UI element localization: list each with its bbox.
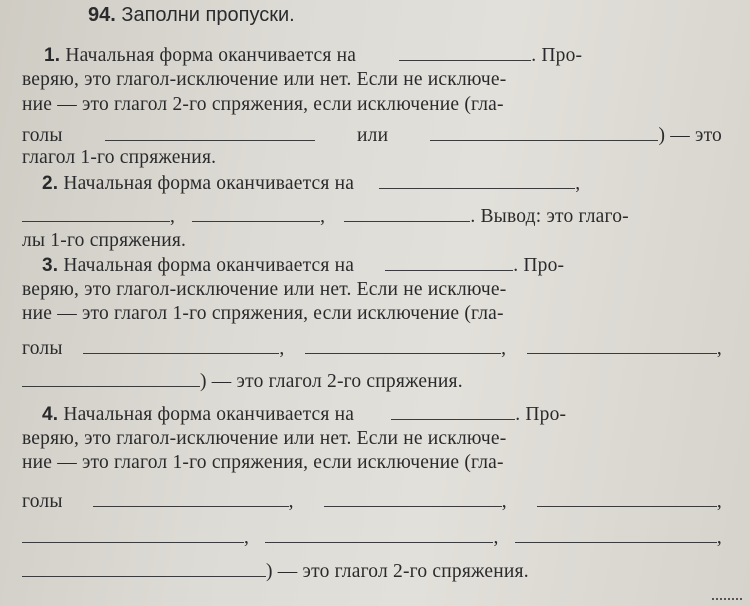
p1-text: веряю, это глагол-исключение или нет. Если не исключе- (22, 69, 507, 90)
p2-blank-2[interactable] (192, 207, 320, 222)
p3-text: , (279, 338, 285, 359)
p2-blank-ending[interactable] (379, 174, 575, 189)
p2-text: , (320, 206, 326, 227)
p2-text: , (575, 173, 581, 194)
p4-blank-5[interactable] (265, 528, 493, 543)
p4-text: Начальная форма оканчивается на (63, 404, 355, 425)
p2-number: 2. (42, 173, 59, 194)
p2-text: лы 1-го спряжения. (22, 230, 187, 251)
p4-blank-4[interactable] (22, 528, 244, 543)
p2-blank-3[interactable] (344, 207, 470, 222)
p3-text: , (716, 338, 722, 359)
p3-line-5 (22, 370, 722, 394)
p3-line-4 (22, 337, 722, 361)
p3-blank-2[interactable] (305, 339, 501, 354)
p2-line-1 (42, 172, 722, 196)
p4-blank-3[interactable] (537, 492, 717, 507)
p3-blank-ending[interactable] (385, 256, 513, 271)
p4-text: , (716, 527, 722, 548)
p1-text: Начальная форма оканчивается на (65, 45, 357, 66)
p1-blank-verb-2[interactable] (430, 126, 658, 141)
p3-blank-3[interactable] (527, 339, 717, 354)
p3-text: ние — это глагол 1-го спряжения, если исключение (гла- (22, 303, 504, 324)
p3-text: , (501, 338, 507, 359)
p3-text: . Про- (513, 255, 565, 276)
p4-number: 4. (42, 404, 59, 425)
p1-text: . Про- (531, 45, 583, 66)
p4-line-2 (22, 427, 722, 451)
p4-text: . Про- (515, 404, 567, 425)
p4-text: , (288, 491, 294, 512)
p1-text: ние — это глагол 2-го спряжения, если исключение (гла- (22, 94, 504, 115)
p2-line-3 (22, 229, 722, 253)
p4-line-4 (22, 490, 722, 514)
p3-number: 3. (42, 255, 59, 276)
p1-line-1 (44, 44, 722, 68)
exercise-title (88, 4, 295, 27)
p4-blank-2[interactable] (324, 492, 502, 507)
p2-blank-1[interactable] (22, 207, 170, 222)
p3-line-3 (22, 302, 722, 326)
p1-text: или (357, 125, 389, 146)
p4-line-6 (22, 560, 722, 584)
p3-text: голы (22, 338, 63, 359)
p1-blank-ending[interactable] (399, 46, 531, 61)
p1-number: 1. (44, 45, 61, 66)
p4-line-5 (22, 526, 722, 550)
p3-text: Начальная форма оканчивается на (63, 255, 355, 276)
p3-line-1 (42, 254, 722, 278)
p4-text: , (501, 491, 507, 512)
p3-blank-1[interactable] (83, 339, 279, 354)
p1-line-4 (22, 124, 722, 148)
p4-blank-ending[interactable] (391, 405, 515, 420)
p4-blank-1[interactable] (93, 492, 289, 507)
page-edge-mark (712, 598, 742, 606)
p4-text: , (244, 527, 250, 548)
p3-text: ) — это глагол 2-го спряжения. (200, 371, 463, 392)
p2-text: Начальная форма оканчивается на (63, 173, 355, 194)
p1-line-2 (22, 68, 722, 92)
p3-line-2 (22, 278, 722, 302)
exercise-instruction: Заполни пропуски. (121, 4, 295, 26)
p4-text: , (716, 491, 722, 512)
p4-text: , (493, 527, 499, 548)
exercise-number: 94. (88, 4, 116, 26)
p4-text: ние — это глагол 1-го спряжения, если исключение (гла- (22, 452, 504, 473)
p1-blank-verb-1[interactable] (105, 126, 315, 141)
p4-text: ) — это глагол 2-го спряжения. (266, 561, 529, 582)
p1-text: глагол 1-го спряжения. (22, 147, 217, 168)
p1-text: ) — это (658, 125, 722, 146)
p4-line-1 (42, 403, 722, 427)
p2-line-2 (22, 205, 722, 229)
p2-text: . Вывод: это глаго- (470, 206, 629, 227)
p1-line-3 (22, 93, 722, 117)
p2-text: , (170, 206, 176, 227)
p4-blank-7[interactable] (22, 562, 266, 577)
p4-line-3 (22, 451, 722, 475)
p4-blank-6[interactable] (515, 528, 717, 543)
p1-line-5 (22, 146, 722, 170)
p4-text: голы (22, 491, 63, 512)
p3-text: веряю, это глагол-исключение или нет. Если не исключе- (22, 279, 507, 300)
p1-text: голы (22, 125, 63, 146)
p4-text: веряю, это глагол-исключение или нет. Если не исключе- (22, 428, 507, 449)
p3-blank-4[interactable] (22, 372, 200, 387)
